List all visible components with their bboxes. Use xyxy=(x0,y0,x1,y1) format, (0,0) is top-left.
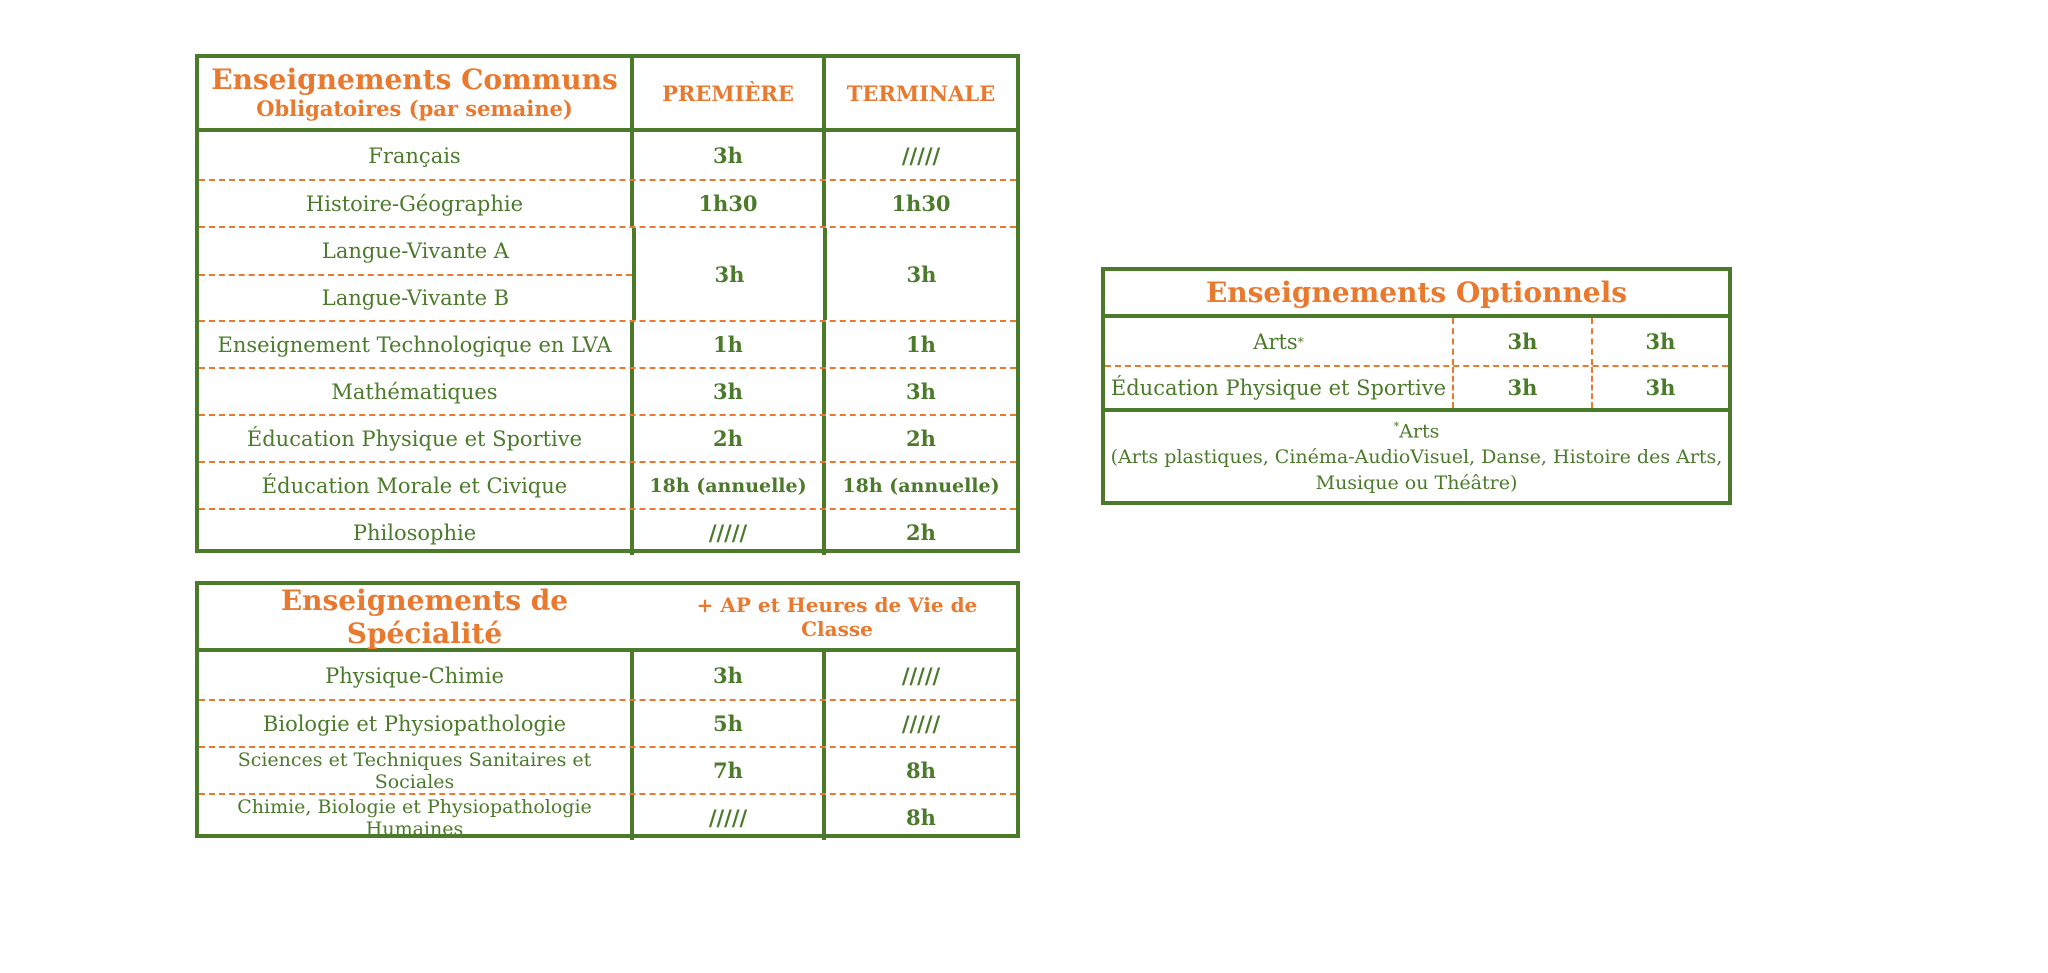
terminale-cell: 1h30 xyxy=(891,191,951,216)
common-title: Enseignements Communs xyxy=(211,63,618,96)
terminale-cell: 18h (annuelle) xyxy=(842,474,1000,497)
common-title-cell xyxy=(199,58,634,128)
optionnels-table xyxy=(1101,267,1732,505)
premiere-cell: 3h xyxy=(636,228,827,320)
premiere-cell: ///// xyxy=(634,795,826,840)
terminale-cell: 1h xyxy=(906,332,936,357)
arts-note-line1: (Arts plastiques, Cinéma-AudioVisuel, Danse, Histoire des Arts, xyxy=(1110,446,1723,469)
table-row xyxy=(199,367,1016,414)
subject-cell: Histoire-Géographie xyxy=(199,181,634,226)
subject-cell: Langue-Vivante A xyxy=(321,238,509,263)
table-row xyxy=(199,461,1016,508)
subject-cell: Physique-Chimie xyxy=(199,652,634,699)
subject-cell: Éducation Morale et Civique xyxy=(199,463,634,508)
table-row xyxy=(199,746,1016,793)
premiere-cell: 3h xyxy=(634,652,826,699)
terminale-cell: 3h xyxy=(1645,329,1676,354)
premiere-cell: 2h xyxy=(634,416,826,461)
terminale-cell: 2h xyxy=(906,520,936,545)
subject-cell: Sciences et Techniques Sanitaires et Sociales xyxy=(199,748,634,793)
subject-cell: Chimie, Biologie et Physiopathologie Humaines xyxy=(199,795,634,840)
terminale-cell: ///// xyxy=(901,711,941,736)
premiere-cell: 3h xyxy=(1454,318,1593,365)
premiere-cell: 5h xyxy=(634,701,826,746)
terminale-cell: 8h xyxy=(906,805,936,830)
subject-cell: Éducation Physique et Sportive xyxy=(1105,367,1454,408)
langue-vivante-subjects xyxy=(199,228,636,320)
subject-cell xyxy=(1105,318,1454,365)
subject-cell: Enseignement Technologique en LVA xyxy=(199,322,634,367)
table-row xyxy=(1105,318,1728,365)
asterisk-mark: * xyxy=(1393,419,1400,433)
subject-cell: Éducation Physique et Sportive xyxy=(199,416,634,461)
terminale-cell: 3h xyxy=(1645,375,1676,400)
premiere-cell: 3h xyxy=(634,132,826,179)
optionnels-title: Enseignements Optionnels xyxy=(1205,276,1628,309)
common-subtitle: Obligatoires (par semaine) xyxy=(256,96,573,121)
premiere-cell: ///// xyxy=(634,510,826,555)
common-table xyxy=(195,54,1020,553)
terminale-cell: 8h xyxy=(906,758,936,783)
premiere-cell: 3h xyxy=(1454,367,1593,408)
table-row xyxy=(199,320,1016,367)
terminale-cell: 3h xyxy=(906,261,937,287)
subject-cell: Philosophie xyxy=(199,510,634,555)
col-terminale-header: TERMINALE xyxy=(846,80,996,106)
terminale-cell: ///// xyxy=(901,143,941,168)
table-row xyxy=(199,793,1016,840)
subject-cell: Biologie et Physiopathologie xyxy=(199,701,634,746)
specialite-title-suffix: + AP et Heures de Vie de Classe xyxy=(696,592,978,641)
specialite-title-cell xyxy=(199,585,1016,648)
arts-note-title xyxy=(1394,414,1440,444)
common-header-row xyxy=(199,58,1016,132)
specialite-header-row xyxy=(199,585,1016,652)
arts-note xyxy=(1105,412,1728,498)
specialite-title: Enseignements de Spécialité xyxy=(280,583,569,650)
table-row xyxy=(1105,365,1728,412)
col-premiere-header: PREMIÈRE xyxy=(634,58,826,128)
subject-label: Arts xyxy=(1253,329,1298,354)
table-row xyxy=(199,132,1016,179)
terminale-cell: 2h xyxy=(906,426,936,451)
table-row xyxy=(199,508,1016,555)
table-row xyxy=(199,414,1016,461)
premiere-cell: 3h xyxy=(634,369,826,414)
subject-cell: Langue-Vivante B xyxy=(199,274,632,320)
asterisk-mark: * xyxy=(1297,334,1304,349)
premiere-cell: 1h30 xyxy=(634,181,826,226)
premiere-cell: 7h xyxy=(634,748,826,793)
table-row xyxy=(199,179,1016,226)
table-row xyxy=(199,652,1016,699)
subject-cell: Français xyxy=(199,132,634,179)
table-row xyxy=(199,699,1016,746)
premiere-cell: 18h (annuelle) xyxy=(634,463,826,508)
terminale-cell: 3h xyxy=(906,379,936,404)
arts-note-line2: Musique ou Théâtre) xyxy=(1315,472,1518,495)
subject-cell: Mathématiques xyxy=(199,369,634,414)
arts-note-title-text: Arts xyxy=(1399,420,1440,443)
premiere-cell: 1h xyxy=(634,322,826,367)
specialite-table xyxy=(195,581,1020,838)
optionnels-header-row xyxy=(1105,271,1728,318)
langue-vivante-group xyxy=(199,226,1016,320)
terminale-cell: ///// xyxy=(901,663,941,688)
